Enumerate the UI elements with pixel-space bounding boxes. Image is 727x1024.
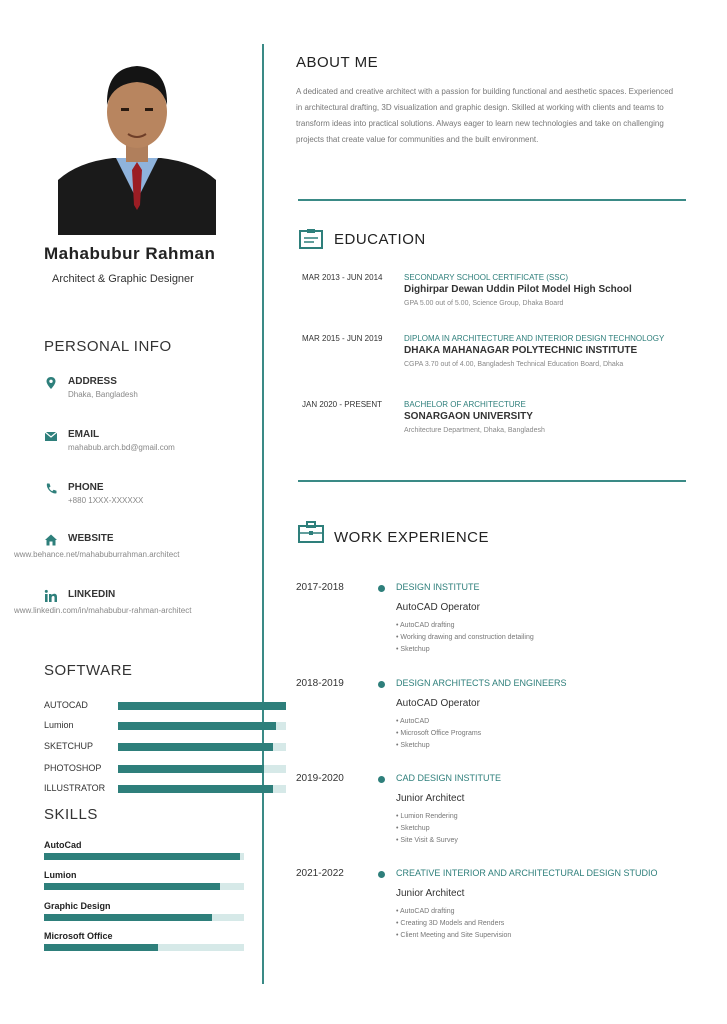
job-duty-item: • Client Meeting and Site Supervision: [396, 930, 511, 942]
job-duty-item: • Working drawing and construction detailing: [396, 632, 534, 644]
info-label: ADDRESS: [68, 376, 117, 387]
job-period: 2019-2020: [296, 773, 344, 784]
job-entry: [296, 773, 686, 853]
person-name: Mahabubur Rahman: [44, 244, 216, 263]
education-school: SONARGAON UNIVERSITY: [404, 411, 533, 422]
software-level-fill: [118, 722, 276, 730]
skill-row: [44, 840, 244, 866]
job-organization: DESIGN INSTITUTE: [396, 582, 480, 592]
education-icon: [298, 228, 324, 250]
job-duties: [396, 620, 534, 656]
job-title: AutoCAD Operator: [396, 602, 480, 613]
envelope-icon: [44, 429, 58, 443]
skill-row: [44, 931, 244, 957]
job-duty-item: • Creating 3D Models and Renders: [396, 918, 511, 930]
job-entry: [296, 582, 686, 662]
job-period: 2021-2022: [296, 868, 344, 879]
timeline-dot: [378, 681, 385, 688]
education-date: MAR 2013 - JUN 2014: [302, 273, 383, 282]
software-row: [44, 720, 244, 732]
job-duty-item: • Sketchup: [396, 823, 458, 835]
info-value[interactable]: www.linkedin.com/in/mahabubur-rahman-architect: [14, 606, 192, 615]
job-duty-item: • AutoCAD drafting: [396, 906, 511, 918]
section-divider: [298, 480, 686, 482]
profile-photo: [58, 50, 216, 235]
skill-level-fill: [44, 914, 212, 921]
phone-icon: [44, 482, 58, 496]
location-pin-icon: [44, 376, 58, 390]
job-duty-item: • Lumion Rendering: [396, 811, 458, 823]
education-date: MAR 2015 - JUN 2019: [302, 334, 383, 343]
job-duty-item: • AutoCAD: [396, 716, 481, 728]
software-level-fill: [118, 743, 273, 751]
software-row: [44, 763, 244, 775]
education-detail: GPA 5.00 out of 5.00, Science Group, Dhaka Board: [404, 300, 564, 307]
education-detail: CGPA 3.70 out of 4.00, Bangladesh Technical Education Board, Dhaka: [404, 361, 624, 368]
software-level-track: [118, 785, 286, 793]
skill-level-track: [44, 883, 244, 890]
software-level-track: [118, 722, 286, 730]
info-value[interactable]: www.behance.net/mahabuburrahman.architect: [14, 550, 180, 559]
software-level-track: [118, 743, 286, 751]
skill-level-track: [44, 914, 244, 921]
job-title: Junior Architect: [396, 793, 465, 804]
info-label: PHONE: [68, 482, 104, 493]
education-entry: [302, 273, 692, 313]
software-level-track: [118, 702, 286, 710]
software-row: [44, 783, 244, 795]
education-title: EDUCATION: [334, 231, 426, 248]
software-name: PHOTOSHOP: [44, 763, 102, 773]
about-title: ABOUT ME: [296, 54, 379, 71]
job-entry: [296, 678, 686, 758]
column-divider: [262, 44, 264, 984]
skill-level-track: [44, 944, 244, 951]
timeline-dot: [378, 871, 385, 878]
software-name: SKETCHUP: [44, 741, 94, 751]
info-value: Dhaka, Bangladesh: [68, 390, 138, 399]
job-duty-item: • Site Visit & Survey: [396, 835, 458, 847]
job-duty-item: • Sketchup: [396, 740, 481, 752]
education-date: JAN 2020 - PRESENT: [302, 400, 383, 409]
software-row: [44, 741, 244, 753]
job-duty-item: • AutoCAD drafting: [396, 620, 534, 632]
personal-info-title: PERSONAL INFO: [44, 338, 172, 355]
info-phone: [44, 482, 259, 512]
info-value[interactable]: mahabub.arch.bd@gmail.com: [68, 443, 175, 452]
education-degree: DIPLOMA IN ARCHITECTURE AND INTERIOR DESIGN TECHNOLOGY: [404, 334, 665, 343]
software-level-fill: [118, 765, 264, 773]
skill-level-fill: [44, 944, 158, 951]
info-value: +880 1XXX-XXXXXX: [68, 496, 144, 505]
skills-title: SKILLS: [44, 806, 98, 823]
job-period: 2018-2019: [296, 678, 344, 689]
info-label: LINKEDIN: [68, 589, 116, 600]
job-duty-item: • Microsoft Office Programs: [396, 728, 481, 740]
job-entry: [296, 868, 686, 948]
info-email: [44, 429, 259, 459]
skill-row: [44, 901, 244, 927]
skill-level-fill: [44, 853, 240, 860]
software-name: Lumion: [44, 720, 74, 730]
section-divider: [298, 199, 686, 201]
software-title: SOFTWARE: [44, 662, 133, 679]
education-degree: BACHELOR OF ARCHITECTURE: [404, 400, 526, 409]
info-label: WEBSITE: [68, 533, 114, 544]
software-name: ILLUSTRATOR: [44, 783, 106, 793]
website-icon: [44, 533, 58, 547]
education-detail: Architecture Department, Dhaka, Bangladesh: [404, 427, 545, 434]
timeline-dot: [378, 776, 385, 783]
timeline-dot: [378, 585, 385, 592]
skill-name: Lumion: [44, 870, 77, 880]
job-title: AutoCAD Operator: [396, 698, 480, 709]
skill-name: Microsoft Office: [44, 931, 113, 941]
skill-level-track: [44, 853, 244, 860]
person-role: Architect & Graphic Designer: [52, 273, 194, 285]
job-title: Junior Architect: [396, 888, 465, 899]
work-title: WORK EXPERIENCE: [334, 529, 490, 546]
skill-name: AutoCad: [44, 840, 82, 850]
info-linkedin: [14, 589, 259, 619]
job-duties: [396, 716, 481, 752]
software-name: AUTOCAD: [44, 700, 88, 710]
skill-name: Graphic Design: [44, 901, 111, 911]
education-school: Dighirpar Dewan Uddin Pilot Model High School: [404, 284, 632, 295]
software-level-fill: [118, 785, 273, 793]
job-period: 2017-2018: [296, 582, 344, 593]
skill-row: [44, 870, 244, 896]
software-level-track: [118, 765, 286, 773]
education-entry: [302, 400, 692, 440]
info-label: EMAIL: [68, 429, 100, 440]
skill-level-fill: [44, 883, 220, 890]
education-school: DHAKA MAHANAGAR POLYTECHNIC INSTITUTE: [404, 345, 638, 356]
job-organization: CAD DESIGN INSTITUTE: [396, 773, 502, 783]
linkedin-icon: [44, 589, 58, 603]
education-degree: SECONDARY SCHOOL CERTIFICATE (SSC): [404, 273, 569, 282]
about-text: A dedicated and creative architect with a passion for building functional and aesthetic spaces. Experienced in architectural drafting, 3D visualization and graphic design. Skilled at working with clients and teams to transform ideas into practical solutions. Always eager to learn new technologies and take on challenging projects that create value for communities and the built environment.: [296, 87, 674, 144]
job-duty-item: • Sketchup: [396, 644, 534, 656]
software-level-fill: [118, 702, 286, 710]
education-entry: [302, 334, 692, 374]
briefcase-icon: [298, 521, 324, 543]
info-website: [14, 533, 259, 563]
info-address: [44, 376, 259, 406]
job-duties: [396, 906, 511, 942]
job-organization: CREATIVE INTERIOR AND ARCHITECTURAL DESIGN STUDIO: [396, 868, 658, 878]
job-duties: [396, 811, 458, 847]
software-row: [44, 700, 244, 712]
job-organization: DESIGN ARCHITECTS AND ENGINEERS: [396, 678, 567, 688]
